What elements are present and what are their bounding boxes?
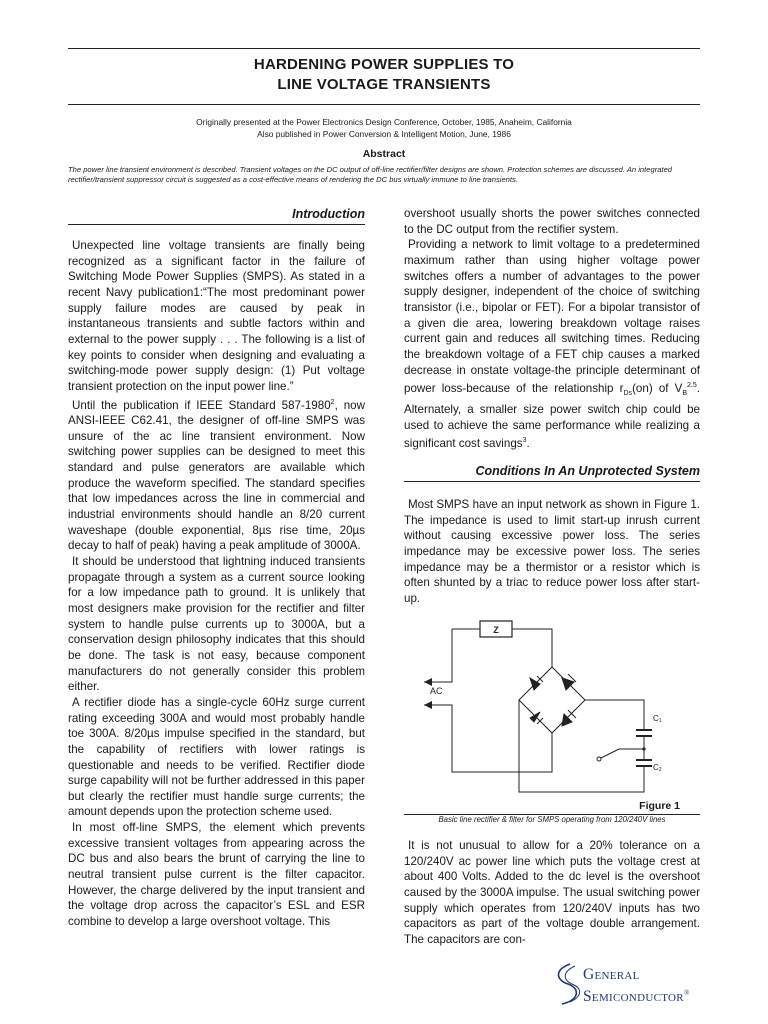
diode-3 — [530, 712, 540, 722]
logo-line-1: General — [583, 966, 640, 983]
right-p2-text-b: . Alternately, a smaller size power switch chip could be used to achieve the same performance while realizing a significant cost savings — [404, 382, 700, 451]
ac-arrow-lower — [424, 701, 432, 709]
switch-contact — [597, 757, 601, 761]
right-p2-end: . — [526, 437, 530, 451]
label-c1: C1 — [653, 714, 662, 724]
label-ac: AC — [430, 686, 443, 696]
title-bottom-rule — [68, 104, 700, 105]
wire-bus-top — [585, 700, 644, 730]
right-paragraph-2 — [404, 237, 700, 452]
intro-p2-ref: 2 — [330, 398, 335, 406]
right-paragraph-1: overshoot usually shorts the power switches connected to the DC output from the rectifier system. — [404, 207, 700, 236]
junction-dot — [642, 747, 645, 750]
bridge-outline — [519, 667, 585, 733]
diode-2 — [562, 678, 574, 690]
right-bottom-paragraph-1: It is not unusual to allow for a 20% tolerance on a 120/240V ac power line which puts the voltage crest at about 400 Volts. Added to the dc level is the overshoot caused by the 3000A impulse. The usual switching power supply which operates from 120/240V inputs has two capacitors as part of the voltage double arrangement. The capacitors are con- — [404, 839, 700, 946]
intro-paragraph-3: It should be understood that lightning induced transients propagate through a system as a current source looking for a low impedance path to ground. It is unlikely that most designers make provision for the rectifier and filter system to handle pulse currents up to 3000A, but a conservation design philosophy indicates that this should be done. The task is not easy, because component manufacturers do not generally consider this problem either. — [68, 554, 365, 694]
right-p2-on: (on) of V — [632, 382, 683, 396]
intro-p2-text-a: Until the publication if IEEE Standard 587-1980 — [72, 398, 331, 412]
logo-line-2-text: Semiconductor — [583, 988, 684, 1006]
right-p2-vsup: 2.5 — [687, 382, 697, 390]
right-p2-text-a: Providing a network to limit voltage to a predetermined maximum rather than using higher voltage power switches offers a number of advantages to the power supply designer, independent of the choice of switching transistor (i.e., bipolar or FET). For a bipolar transistor of a given die area, lowering breakdown voltage raises current gain and reduces all switching times. Reducing the breakdown voltage of a FET chip causes a marked decrease in onstate voltage-the principle determinant of power loss-because of the relationship r — [404, 238, 700, 396]
publication-note-line-2: Also published in Power Conversion & Intelligent Motion, June, 1986 — [257, 129, 511, 139]
label-z: Z — [493, 625, 499, 635]
right-column-bottom — [404, 838, 700, 948]
conditions-heading: Conditions In An Unprotected System — [404, 463, 700, 482]
wire-top-right — [512, 629, 552, 667]
abstract-text: The power line transient environment is described. Transient voltages on the DC output of off-line rectifier/filter designs are shown. Protection schemes are discussed. An integrated rectifier/transient suppressor circuit is suggested as a cost-effective means of rendering the DC bus virtually immune to line transients. — [68, 165, 673, 184]
wire-ac-upper — [424, 629, 452, 682]
right-p2-sub: Ds — [623, 390, 633, 398]
logo-registered-mark: ® — [683, 989, 690, 997]
intro-paragraph-1: Unexpected line voltage transients are finally being recognized as a significant factor in the failure of Switching Mode Power Supplies (SMPS). As stated in a recent Navy publication1:“The most predominant power supply failure modes are caused by peak in instantaneous transients and subtle factors within and external to the power supply . . . The following is a list of key points to consider when designing and evaluating a switching-mode power supply design: (1) Put voltage transient protection on the input power line.” — [68, 239, 365, 393]
introduction-heading: Introduction — [68, 206, 365, 225]
title-line-2: LINE VOLTAGE TRANSIENTS — [277, 76, 491, 93]
title-top-rule — [68, 48, 700, 49]
logo-line-2 — [583, 984, 690, 1006]
ac-arrow-upper — [424, 678, 432, 686]
introduction-body — [68, 238, 365, 930]
page-title — [68, 55, 700, 95]
conditions-paragraph-1: Most SMPS have an input network as shown in Figure 1. The impedance is used to limit start-up inrush current without causing excessive power loss. The series impedance may be excessive power loss. The series impedance may be a thermistor or a resistor which is often shunted by a triac to reduce power loss after start-up. — [404, 498, 700, 605]
diode-4 — [562, 714, 572, 726]
figure-title: Figure 1 — [639, 800, 680, 812]
intro-paragraph-5: In most off-line SMPS, the element which prevents excessive transient voltages from appearing across the DC bus and also bears the brunt of carrying the line to neutral transient pulse current is the filter capacitor. However, the charge delivered by the input transient and the voltage drop across the capacitor’s ESL and ESR combine to develop a large overshoot voltage. This — [68, 821, 365, 929]
right-p2-ref: 3 — [522, 437, 527, 445]
publication-note — [68, 116, 700, 140]
wire-ac-lower — [424, 705, 552, 772]
wire-cap-low — [519, 720, 644, 792]
conditions-body — [404, 497, 700, 607]
right-column-top — [404, 206, 700, 452]
intro-paragraph-2 — [68, 395, 365, 554]
title-line-1: HARDENING POWER SUPPLIES TO — [253, 56, 515, 73]
logo-wordmark — [583, 965, 690, 1006]
figure-1-circuit-diagram — [404, 612, 700, 812]
right-p2-vsub: B — [682, 390, 688, 398]
intro-paragraph-4: A rectifier diode has a single-cycle 60Hz surge current rating exceeding 300A and would most probably handle toe 300A. 8/20µs impulse specified in the standard, but the capability of rectifiers with lower ratings is questionable and needs to be verified. Rectifier diode surge capability will not be further addressed in this paper but clearly the rectifier must handle surge currents; the amount depends upon the protection scheme used. — [68, 695, 365, 819]
label-c2: C2 — [653, 763, 662, 773]
abstract-heading: Abstract — [362, 148, 406, 160]
publication-note-line-1: Originally presented at the Power Electronics Design Conference, October, 1985, Anaheim, California — [196, 117, 572, 127]
intro-p2-text-b: , now ANSI-IEEE C62.41, the designer of off-line SMPS was unsure of the ac line transient environment. Now switching power supplies can be designed to meet this standard and pulse generators are available which produce the waveform specified. The standard specifies that low impedances across the line in commercial and industrial environments should handle an 8/20 current waveshape (double exponential, 8µs rise time, 20µs decay to half of peak) having a peak amplitude of 3000A. — [68, 398, 365, 553]
wire-switch — [599, 749, 619, 759]
figure-caption: Basic line rectifier & filter for SMPS operating from 120/240V lines — [438, 815, 666, 824]
